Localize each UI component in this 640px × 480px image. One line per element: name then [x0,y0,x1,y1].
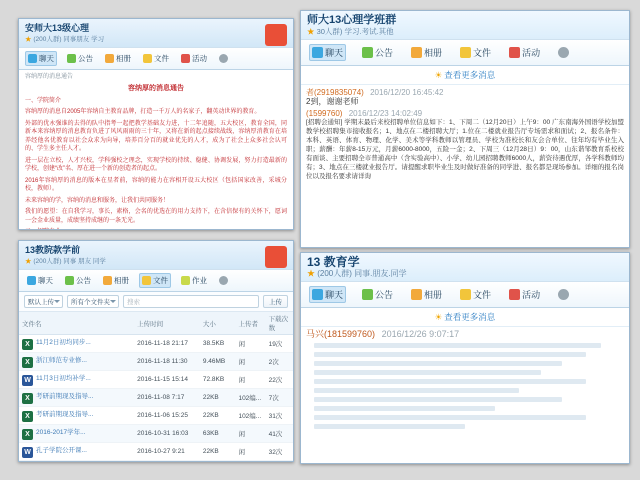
group-subtitle [307,269,623,279]
window-header [19,241,293,269]
message-header [306,109,624,118]
cell-uploader: 闲 [235,371,265,389]
cell-size: 22KB [200,443,236,461]
file-name: 2016-2017学年... [36,429,86,436]
excel-icon: X [22,339,33,350]
tab-album[interactable] [103,52,133,65]
gear-icon [219,276,228,285]
more-messages-label: 查看更多消息 [444,70,496,80]
tab-events-label: 活动 [522,290,541,300]
tab-album[interactable] [409,287,444,302]
star-icon: ★ [307,27,315,36]
more-messages-link[interactable] [301,66,629,85]
cell-uploader: 闲 [235,443,265,461]
gear-icon [558,47,569,58]
group-subtitle [25,35,287,45]
tab-files-label: 文件 [153,276,168,285]
tab-files-label: 文件 [473,48,492,58]
tab-chat[interactable] [309,44,346,61]
cell-time: 2016-10-27 9:21 [134,443,200,461]
tab-album-label: 相册 [424,48,443,58]
cell-downloads: 31次 [266,407,293,425]
tab-notice[interactable] [360,45,395,60]
window-header [19,19,293,47]
tab-chat-label: 聊天 [39,54,54,63]
group-title: 师大13心理学班群 [307,14,397,26]
sender-name[interactable]: 者(2919835074) [306,88,364,97]
tab-settings[interactable] [217,275,230,286]
star-icon: ★ [307,269,315,278]
tab-bar[interactable] [19,269,293,292]
cell-time: 2016-11-06 15:25 [134,407,200,425]
tab-events-label: 活动 [192,54,207,63]
group-window-right-bottom[interactable] [300,252,630,464]
cell-uploader: 闲 [235,425,265,443]
text-line [314,388,519,393]
doc-title: 容纳厚的消息通告 [25,74,74,80]
more-messages-link[interactable] [301,308,629,327]
group-subtitle-text: (200人群) 同事.朋友.同学 [317,269,407,278]
sender-name[interactable]: (1599760) [306,109,343,118]
col-filename: 文件名 [19,312,134,335]
album-icon [411,47,422,58]
file-name: 11月3日初均补学... [36,375,91,382]
announcement-p3: 进一层在立校，人才兴校，学科强校之理念，实现学校的持续、稳健、协调发展，努力打造最新的学校，创建“改”名、厚在进一个新的创造者的起点。 [25,157,287,172]
chat-icon [312,47,323,58]
announcement-p7 [25,228,287,230]
chat-icon [312,289,323,300]
cell-downloads: 41次 [266,425,293,443]
file-name: 考研前期现及指导... [36,411,94,418]
tab-album-label: 相册 [114,276,129,285]
tab-album-label: 相册 [424,290,443,300]
table-row[interactable] [19,443,293,461]
tab-events[interactable] [507,287,542,302]
message-list [301,327,629,440]
cell-time: 2016-11-18 11:30 [134,353,200,371]
cell-downloads: 32次 [266,443,293,461]
group-subtitle [25,257,287,267]
group-subtitle-text: (200人群) 同事朋友 学习 [33,36,105,43]
table-row[interactable] [19,335,293,353]
tab-notice-label: 公告 [375,290,394,300]
message-item [306,109,624,181]
excel-icon: X [22,411,33,422]
bulb-icon: ☀ [434,312,443,322]
window-header [301,11,629,39]
upload-button[interactable]: 上传 [263,295,288,308]
announcement-body [19,81,293,230]
more-messages-link[interactable] [19,70,293,81]
text-line [314,406,495,411]
tab-settings[interactable] [556,288,571,301]
announcement-p2: 外部的优永强谁的去得的队中指考一起把教学基础友力进，十二年追随，五大校区，教育全国，同新本来容纳厚的消息教育负进了风风雨雨的三十年，又将在新的起点接续战线，容纳厚消教育在培养经他名优教育以社会众求为向导，培养百分百的就业优先的人才，成为了社会上众多社会认可的、学生多主任人才。 [25,120,287,152]
message-list [301,85,629,235]
group-title: 13教院款学前 [25,245,81,255]
message-header [306,330,624,339]
announcement-p5: 未来容纳的学，容纳的消息和服务，让我们共同服务！ [25,197,170,204]
cell-filename[interactable] [19,407,134,425]
cell-uploader: 闲 [235,335,265,353]
cell-filename[interactable] [19,353,134,371]
tab-files-label: 文件 [473,290,492,300]
tab-chat[interactable] [25,274,55,287]
group-window-left-top[interactable] [18,18,294,230]
group-title: 安师大13级心理 [25,23,90,33]
table-header-row [19,312,293,335]
file-name: 11月2日初均同步... [36,339,91,346]
word-icon: W [22,375,33,386]
tab-events-label: 活动 [522,48,541,58]
tab-files[interactable] [141,52,171,65]
message-time: 2016/12/26 9:07:17 [381,329,460,339]
file-icon [460,47,471,58]
text-line [314,379,586,384]
tab-events[interactable] [179,52,209,65]
star-icon: ★ [25,258,32,265]
text-line [314,415,586,420]
cell-time: 2016-10-31 16:03 [134,425,200,443]
tab-files[interactable] [458,45,493,60]
message-time: 2016/12/23 14:02:49 [348,109,423,118]
col-uploader: 上传者 [235,312,265,335]
cell-filename[interactable] [19,335,134,353]
table-row[interactable] [19,407,293,425]
filter-select[interactable]: 默认上传 [24,295,63,308]
file-name: 浙江师范专业修... [36,357,87,364]
tab-homework-label: 作业 [192,276,207,285]
message-header [306,88,624,97]
message-body: [招聘会通知] 学期末最后来校招聘单位信息如下：1、下周二（12月20日）上午9：00 广东南海外国语学校加盟教学校招聘集市接收报名；1、地点在二楼招聘大厅；1.位在二楼就业报告厅专场需求和面试；2、报名条件：本科、英语、体育、物理、化学、美术等学科教师以管理员、学校为准校长和友会合单位、往年均有毕业生入职；薪酬：年薪8-15万元，月薪6000-8000，五险一金；2、下周三（12月28日）9：00，山东谐邹教育系校校有面谈、主要招聘全市普通高中（含实验高中）、小学、幼儿园招聘教师6000人，薪资待遇优厚，各学科教师均有；3、地点在三楼就业报告厅。请提醒求职毕业生及时做好准备的同学进、报名都是现场参加。详细的报名岗位以及报名要求请详询 [306,119,624,180]
album-icon [103,276,112,285]
chat-icon [28,54,37,63]
cell-uploader: 闲 [235,353,265,371]
cell-size: 72.8KB [200,371,236,389]
tab-notice[interactable] [63,274,93,287]
more-messages-label: 查看更多消息 [444,312,496,322]
announcement-p1: 容纳厚的消息自2005年容纳自主教育品牌，打造一千万人的名家子，翻英动世界的教育。 [25,109,261,115]
cell-size: 9.46MB [200,353,236,371]
tab-chat-label: 聊天 [325,290,344,300]
tab-bar[interactable] [19,47,293,70]
cell-uploader: 102编... [235,407,265,425]
search-input[interactable]: 搜索 [123,295,259,308]
message-time: 2016/12/20 16:45:42 [370,88,444,97]
cell-downloads: 22次 [266,371,293,389]
message-item [306,88,624,106]
cell-time: 2016-11-18 21:17 [134,335,200,353]
text-line [314,352,586,357]
message-body: 2到，谢谢老师 [306,97,359,106]
cell-filename[interactable] [19,425,134,443]
gear-icon [219,54,228,63]
message-body-placeholder [306,339,624,437]
bulb-icon: ☀ [434,70,443,80]
file-icon [142,276,151,285]
cell-size: 63KB [200,425,236,443]
table-row[interactable] [19,371,293,389]
announcement-heading: 容纳厚的消息通告 [128,85,184,92]
cell-time: 2016-11-15 15:14 [134,371,200,389]
homework-icon [181,276,190,285]
announcement-p6: 我们的愿望：在自我学习，事长，素格，会名的优选在的用力支持下，在含信保有的关怀下，愿词一会金业质量，成绩坚持成继的一条无光。 [25,209,287,224]
file-name: 孔子学院公开课... [36,447,87,454]
cell-uploader: 102编... [235,389,265,407]
sender-name[interactable]: 马兴(181599760) [306,329,376,339]
cell-downloads: 7次 [266,389,293,407]
cell-time: 2016-11-08 7:17 [134,389,200,407]
file-toolbar[interactable] [19,292,293,312]
tab-files[interactable] [139,273,171,288]
folder-select[interactable]: 所有个文件夹 [67,295,119,308]
group-window-right-top[interactable] [300,10,630,248]
tab-chat-label: 聊天 [325,48,344,58]
tab-album[interactable] [101,274,131,287]
announcement-p4: 2016年容纳厚的消息的版本在星者前，容纳的能力在容相开设五大校区（包括国家改善，采城分校，教师）。 [25,177,287,192]
flag-icon [181,54,190,63]
tab-bar[interactable] [301,39,629,66]
table-row[interactable] [19,425,293,443]
tab-homework[interactable] [179,274,209,287]
tab-bar[interactable] [301,281,629,308]
notice-icon [362,47,373,58]
group-subtitle [307,27,623,37]
col-time: 上传时间 [134,312,200,335]
tab-notice[interactable] [65,52,95,65]
tab-files-label: 文件 [154,54,169,63]
tab-events[interactable] [507,45,542,60]
tab-settings[interactable] [556,46,571,59]
text-line [314,361,562,366]
flag-icon [509,47,520,58]
tab-chat-label: 聊天 [38,276,53,285]
star-icon: ★ [25,36,32,43]
file-table[interactable] [19,312,293,461]
text-line [314,424,465,429]
col-downloads: 下载次数 [266,312,293,335]
text-line [314,397,562,402]
window-header [301,253,629,281]
tab-chat[interactable] [309,286,346,303]
group-subtitle-text: (200人群) 同事 朋友 同学 [33,258,106,265]
table-row[interactable] [19,353,293,371]
chat-icon [27,276,36,285]
cell-downloads: 2次 [266,353,293,371]
announcement-p0: 一、学院简介 [25,97,62,104]
file-icon [460,289,471,300]
file-name: 考研前期现及指导... [36,393,94,400]
tab-album[interactable] [409,45,444,60]
group-window-left-bottom[interactable] [18,240,294,462]
album-icon [411,289,422,300]
tab-files[interactable] [458,287,493,302]
cell-size: 38.5KB [200,335,236,353]
gear-icon [558,289,569,300]
excel-icon: X [22,357,33,368]
avatar [265,246,287,268]
cell-filename[interactable] [19,371,134,389]
text-line [314,370,541,375]
avatar [265,24,287,46]
group-title: 13 教育学 [307,255,360,269]
tab-notice[interactable] [360,287,395,302]
tab-settings[interactable] [217,53,230,64]
notice-icon [362,289,373,300]
tab-notice-label: 公告 [78,54,93,63]
file-icon [143,54,152,63]
excel-icon: X [22,429,33,440]
cell-downloads: 19次 [266,335,293,353]
tab-chat[interactable] [25,51,57,66]
tab-album-label: 相册 [116,54,131,63]
notice-icon [65,276,74,285]
excel-icon: X [22,393,33,404]
text-line [314,343,601,348]
cell-filename[interactable] [19,443,134,461]
table-row[interactable] [19,389,293,407]
notice-icon [67,54,76,63]
word-icon: W [22,447,33,458]
col-size: 大小 [200,312,236,335]
flag-icon [509,289,520,300]
cell-size: 22KB [200,389,236,407]
tab-notice-label: 公告 [76,276,91,285]
album-icon [105,54,114,63]
group-subtitle-text: 30人群) 学习.考试.其他 [316,27,394,36]
cell-size: 22KB [200,407,236,425]
tab-notice-label: 公告 [375,48,394,58]
cell-filename[interactable] [19,389,134,407]
